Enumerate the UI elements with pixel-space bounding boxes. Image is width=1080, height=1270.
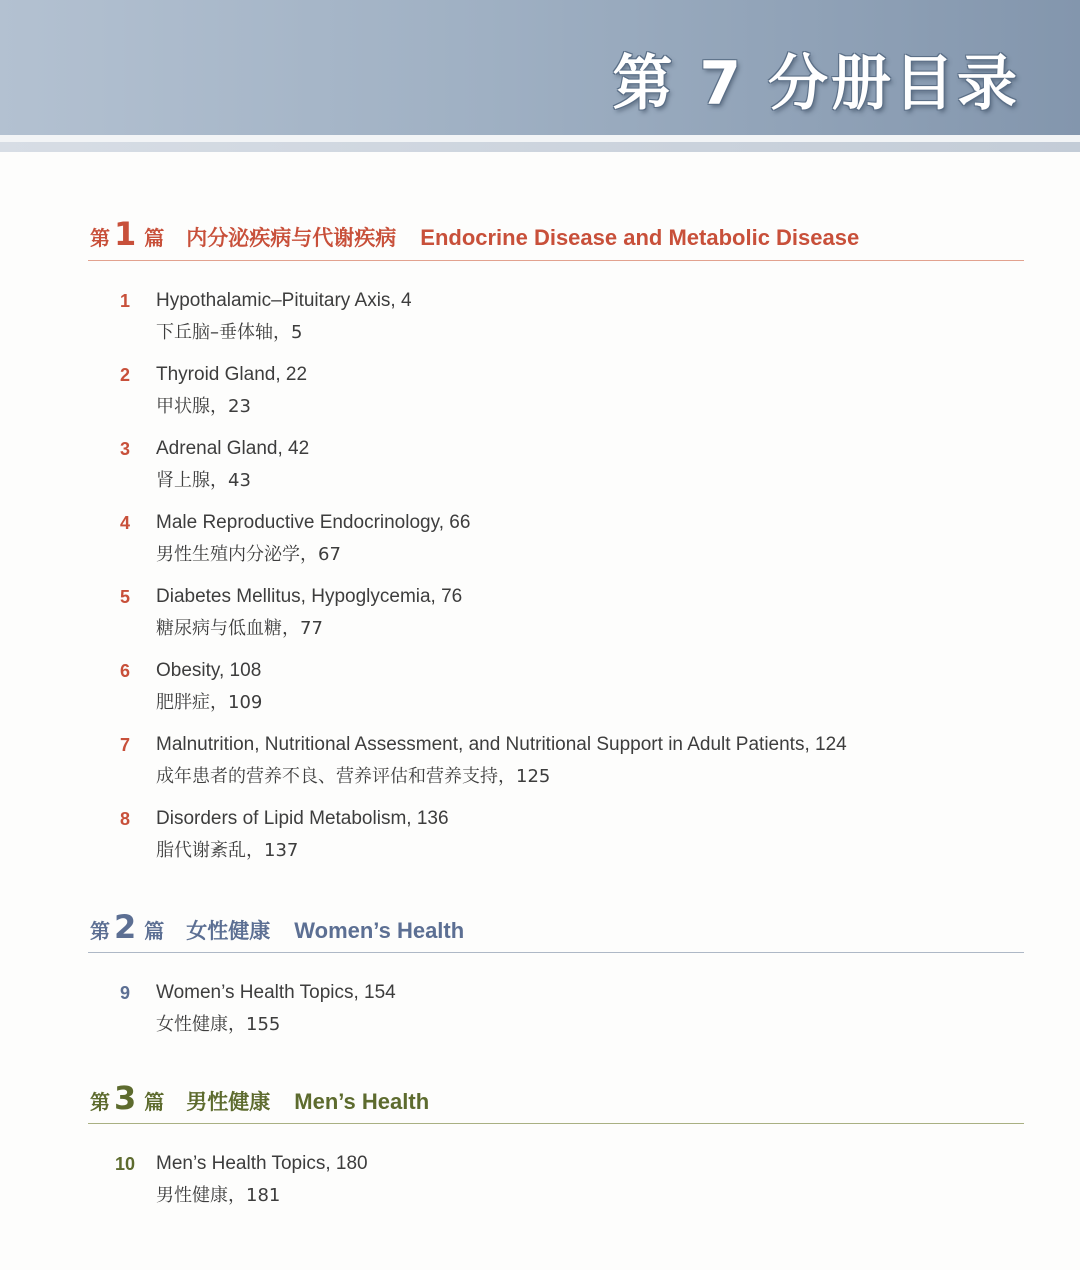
section-rule [88, 952, 1024, 953]
chapter-title-en: Diabetes Mellitus, Hypoglycemia, 76 [156, 586, 463, 607]
part-number: 3 [114, 1079, 137, 1117]
chapter-number: 5 [119, 587, 130, 607]
toc-entry[interactable] [110, 584, 1010, 644]
toc-entry[interactable] [110, 362, 1010, 422]
part-suffix: 篇 [144, 919, 165, 943]
part-suffix: 篇 [144, 1090, 165, 1114]
chapter-title-en: Men’s Health Topics, 180 [156, 1153, 368, 1174]
chapter-title-cn: 脂代谢紊乱，137 [156, 840, 299, 861]
chapter-number: 9 [119, 983, 130, 1003]
toc-entry[interactable] [110, 1151, 1010, 1211]
part-title-en: Men’s Health [294, 1089, 430, 1114]
part-title-cn: 男性健康 [186, 1090, 271, 1114]
chapter-title-cn: 男性健康，181 [156, 1185, 281, 1206]
chapter-title-cn: 甲状腺，23 [156, 396, 251, 417]
chapter-title-en: Hypothalamic–Pituitary Axis, 4 [156, 290, 412, 311]
toc-entry[interactable] [110, 732, 1010, 792]
banner-divider [0, 142, 1080, 152]
chapter-number: 1 [119, 291, 130, 311]
chapter-title-cn: 女性健康，155 [156, 1014, 281, 1035]
toc-entry[interactable] [110, 806, 1010, 866]
part-title-en: Women’s Health [294, 918, 465, 943]
chapter-title-en: Disorders of Lipid Metabolism, 136 [156, 808, 449, 829]
chapter-title-en: Male Reproductive Endocrinology, 66 [156, 512, 471, 533]
part-prefix: 第 [90, 226, 110, 250]
chapter-title-cn: 成年患者的营养不良、营养评估和营养支持，125 [156, 766, 551, 787]
chapter-number: 2 [119, 365, 130, 385]
toc-entry[interactable] [110, 510, 1010, 570]
part-title-cn: 女性健康 [186, 919, 271, 943]
chapter-number: 8 [119, 809, 130, 829]
chapter-number: 7 [119, 735, 130, 755]
chapter-number: 6 [119, 661, 130, 681]
section-rule [88, 1123, 1024, 1124]
part-prefix: 第 [90, 919, 110, 943]
chapter-title-cn: 男性生殖内分泌学，67 [156, 544, 341, 565]
part-number: 1 [114, 215, 137, 253]
chapter-number: 3 [119, 439, 130, 459]
part-title-cn: 内分泌疾病与代谢疾病 [186, 226, 397, 250]
part-header [90, 1079, 1025, 1117]
toc-entry[interactable] [110, 980, 1010, 1040]
page-title: 第 7 分册目录 [612, 49, 1020, 119]
part-suffix: 篇 [144, 226, 165, 250]
banner-divider-light [0, 135, 1080, 142]
part-title-en: Endocrine Disease and Metabolic Disease [420, 225, 860, 250]
section-rule [88, 260, 1024, 261]
chapter-title-cn: 肥胖症，109 [156, 692, 263, 713]
chapter-number: 4 [119, 513, 130, 533]
part-number: 2 [114, 908, 137, 946]
part-prefix: 第 [90, 1090, 110, 1114]
toc-entry[interactable] [110, 288, 1010, 348]
toc-entry[interactable] [110, 436, 1010, 496]
part-header [90, 908, 1025, 946]
chapter-title-cn: 糖尿病与低血糖，77 [156, 618, 323, 639]
chapter-title-en: Women’s Health Topics, 154 [156, 982, 396, 1003]
chapter-title-cn: 下丘脑–垂体轴，5 [156, 322, 303, 343]
chapter-number: 10 [114, 1154, 136, 1174]
chapter-title-en: Adrenal Gland, 42 [156, 438, 310, 459]
chapter-title-en: Obesity, 108 [156, 660, 262, 681]
chapter-title-en: Malnutrition, Nutritional Assessment, and Nutritional Support in Adult Patients, 124 [156, 734, 847, 755]
toc-entry[interactable] [110, 658, 1010, 718]
chapter-title-en: Thyroid Gland, 22 [156, 364, 308, 385]
part-header [90, 215, 1025, 253]
chapter-title-cn: 肾上腺，43 [156, 470, 251, 491]
